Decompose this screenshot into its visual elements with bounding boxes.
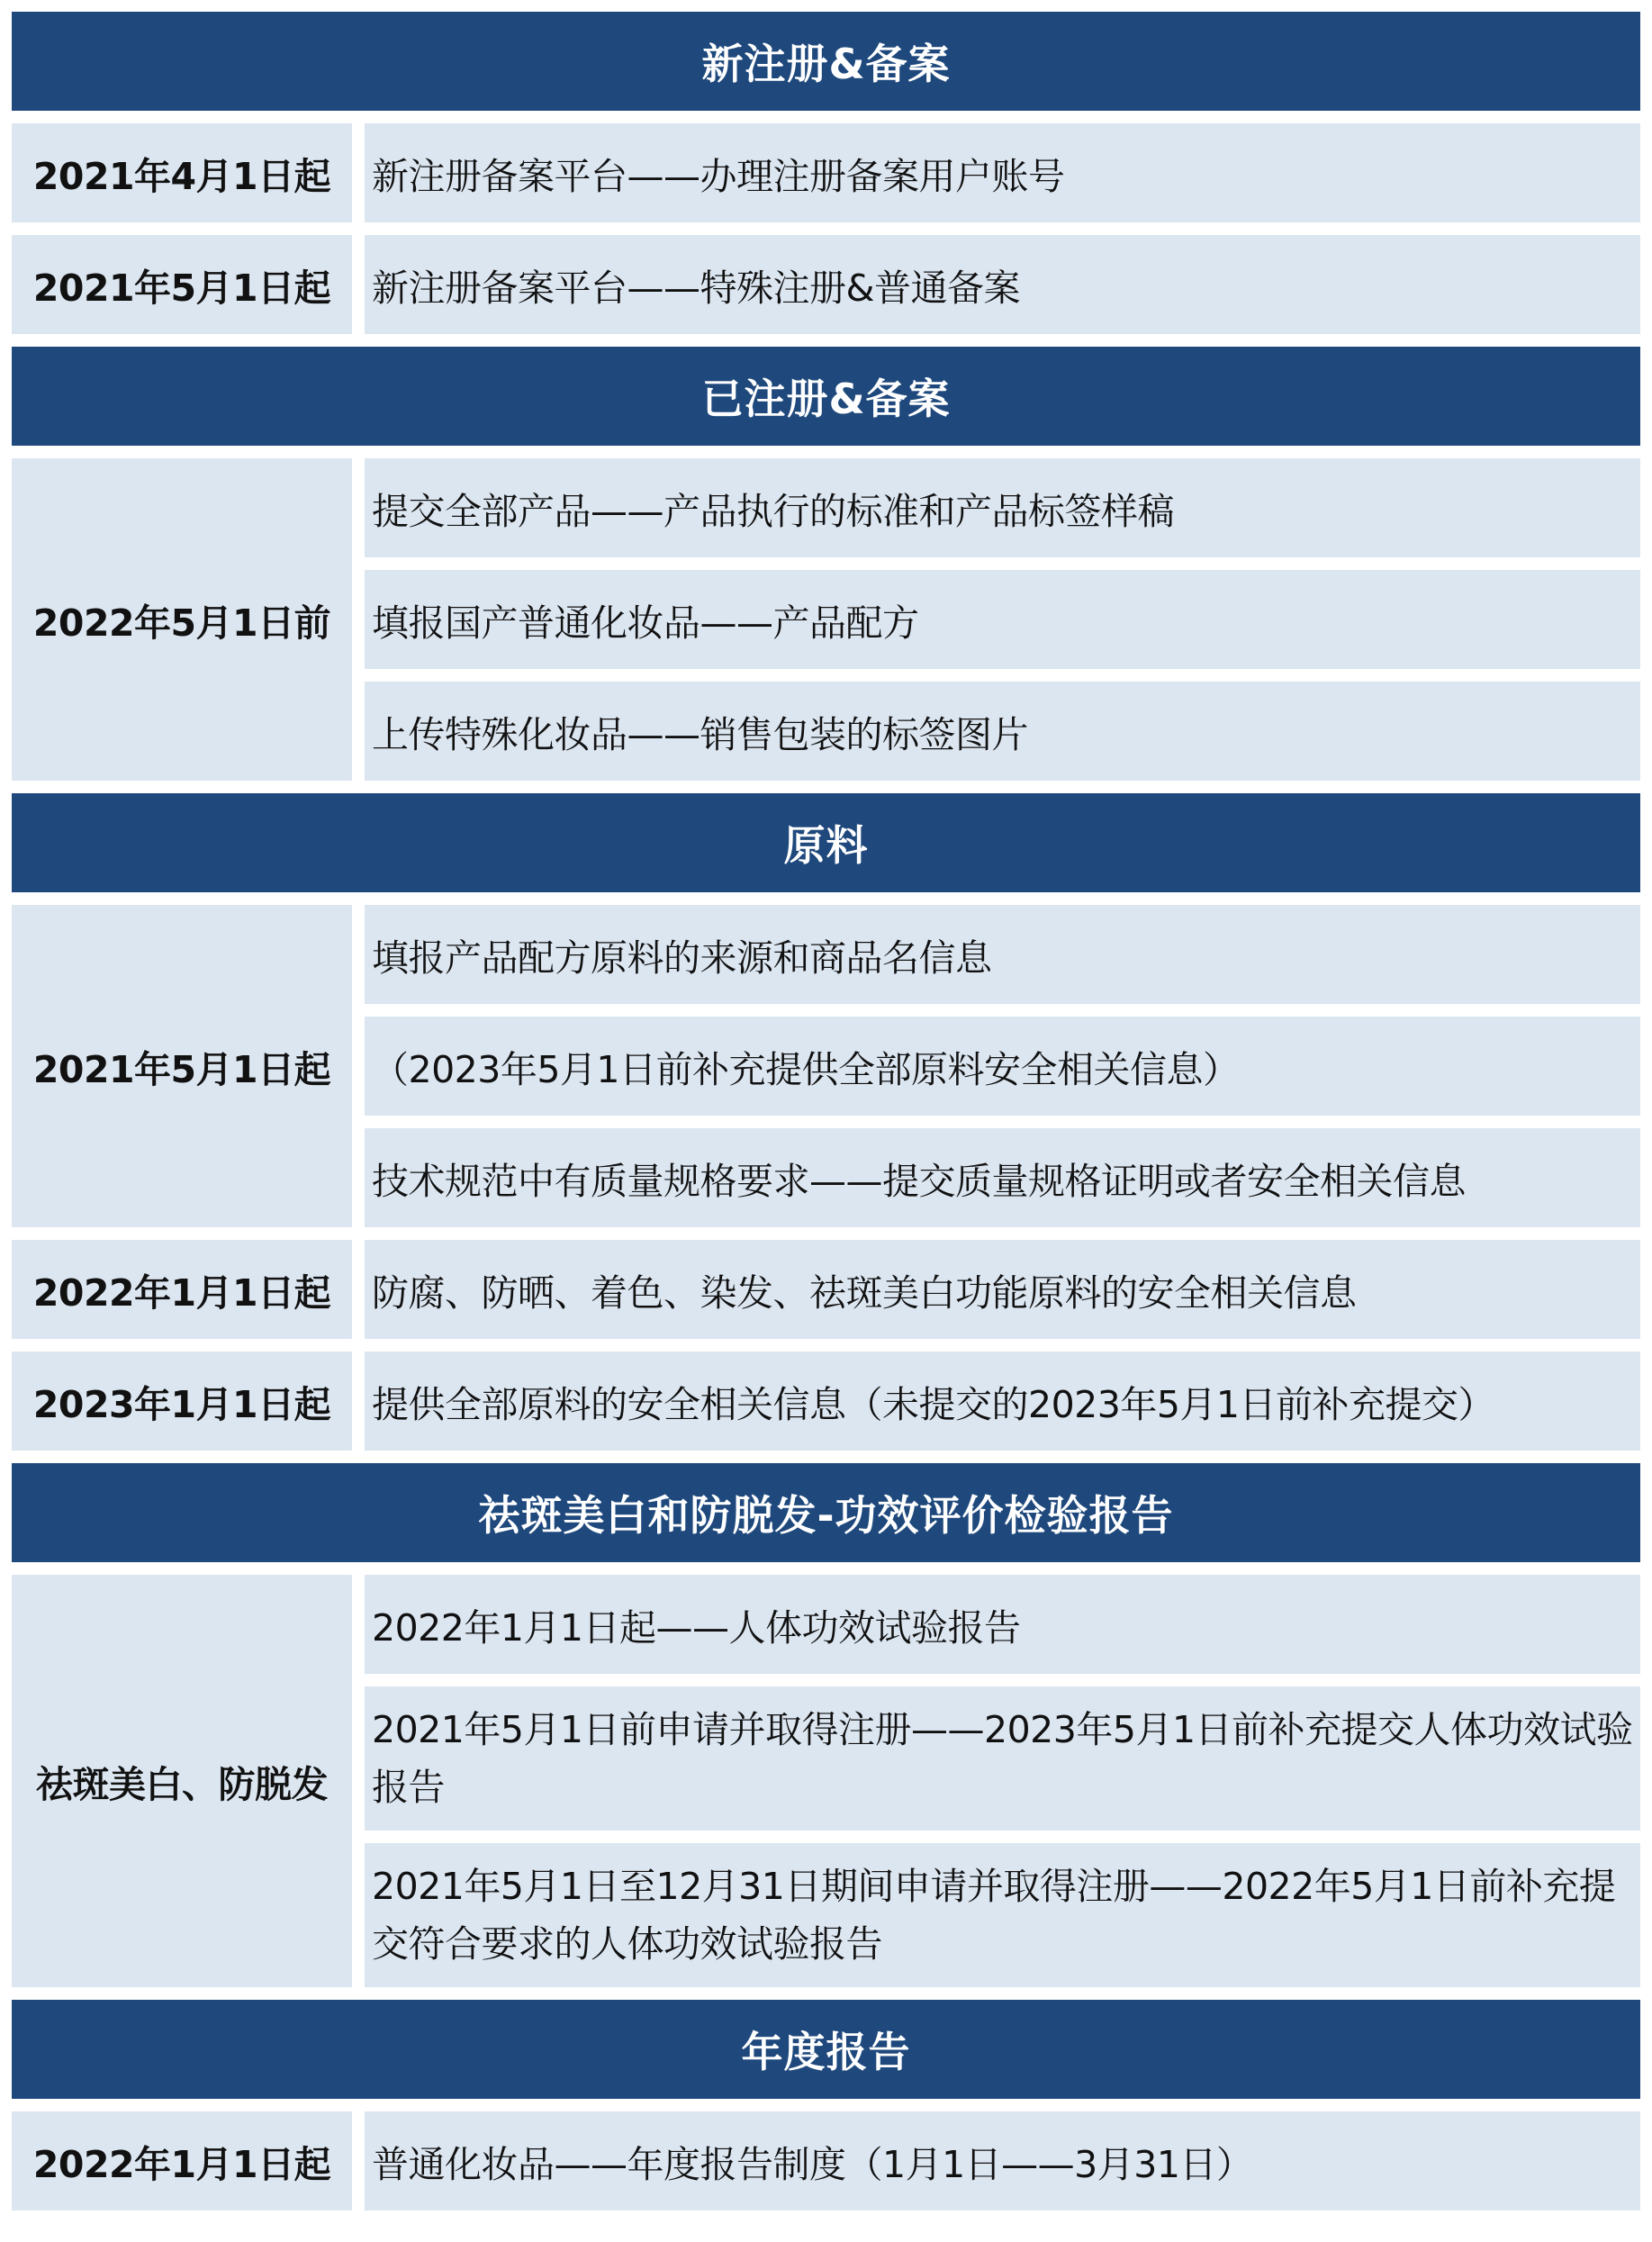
row-group <box>12 458 1640 781</box>
requirement-cell <box>365 905 1640 1004</box>
requirement-text: 填报产品配方原料的来源和商品名信息 <box>372 936 992 980</box>
requirement-cell <box>365 682 1640 781</box>
requirement-cell <box>365 1352 1640 1451</box>
section-header-registered: 已注册&备案 <box>12 347 1640 446</box>
row-group <box>12 235 1640 334</box>
requirement-text: 2021年5月1日至12月31日期间申请并取得注册——2022年5月1日前补充提交符合要求的人体功效试验报告 <box>372 1865 1616 1966</box>
row-group <box>12 123 1640 222</box>
requirement-text: （2023年5月1日前补充提供全部原料安全相关信息） <box>372 1047 1240 1091</box>
date-label: 2022年1月1日起 <box>12 1240 352 1339</box>
requirement-cell <box>365 570 1640 669</box>
section-header-efficacy-report: 祛斑美白和防脱发-功效评价检验报告 <box>12 1463 1640 1562</box>
requirement-text: 2022年1月1日起——人体功效试验报告 <box>372 1605 1021 1650</box>
date-label: 2021年5月1日起 <box>12 235 352 334</box>
requirement-cell <box>365 1843 1640 1987</box>
requirement-cell <box>365 1128 1640 1227</box>
requirement-text: 新注册备案平台——办理注册备案用户账号 <box>372 154 1065 198</box>
requirement-cell <box>365 1686 1640 1831</box>
requirement-cell <box>365 235 1640 334</box>
requirement-text: 普通化妆品——年度报告制度（1月1日——3月31日） <box>372 2142 1253 2186</box>
section-header-raw-materials: 原料 <box>12 793 1640 892</box>
requirement-cell <box>365 2111 1640 2210</box>
regulation-timeline-table <box>12 12 1640 2223</box>
requirement-text: 提供全部原料的安全相关信息（未提交的2023年5月1日前补充提交） <box>372 1382 1495 1426</box>
row-group <box>12 1352 1640 1451</box>
requirement-text: 提交全部产品——产品执行的标准和产品标签样稿 <box>372 489 1174 533</box>
section-header-annual-report: 年度报告 <box>12 2000 1640 2099</box>
requirement-text: 技术规范中有质量规格要求——提交质量规格证明或者安全相关信息 <box>372 1159 1466 1203</box>
category-label: 祛斑美白、防脱发 <box>12 1575 352 1987</box>
requirement-cell <box>365 1017 1640 1116</box>
date-label: 2021年4月1日起 <box>12 123 352 222</box>
row-group <box>12 905 1640 1227</box>
section-header-new-registration: 新注册&备案 <box>12 12 1640 111</box>
requirement-cell <box>365 1240 1640 1339</box>
date-label: 2023年1月1日起 <box>12 1352 352 1451</box>
date-label: 2021年5月1日起 <box>12 905 352 1227</box>
requirement-text: 上传特殊化妆品——销售包装的标签图片 <box>372 712 1028 756</box>
requirement-cell <box>365 123 1640 222</box>
date-label: 2022年5月1日前 <box>12 458 352 781</box>
requirement-text: 填报国产普通化妆品——产品配方 <box>372 601 919 645</box>
date-label: 2022年1月1日起 <box>12 2111 352 2210</box>
requirement-text: 新注册备案平台——特殊注册&普通备案 <box>372 266 1020 310</box>
row-group <box>12 1240 1640 1339</box>
row-group <box>12 1575 1640 1987</box>
requirement-cell <box>365 458 1640 557</box>
requirement-text: 2021年5月1日前申请并取得注册——2023年5月1日前补充提交人体功效试验报告 <box>372 1708 1633 1809</box>
row-group <box>12 2111 1640 2210</box>
requirement-text: 防腐、防晒、着色、染发、祛斑美白功能原料的安全相关信息 <box>372 1270 1357 1315</box>
requirement-cell <box>365 1575 1640 1674</box>
